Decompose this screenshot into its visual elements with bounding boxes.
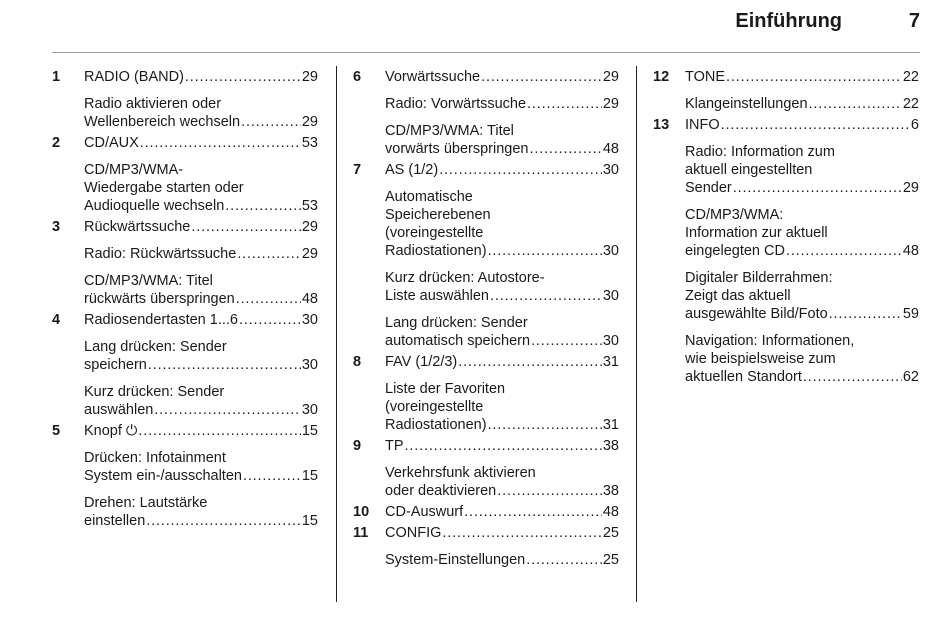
dot-leader [829, 305, 902, 323]
page-reference: 30 [301, 402, 318, 418]
entry-subitem [385, 188, 619, 260]
entry-leader-line [84, 68, 318, 86]
entry-leader-line [685, 368, 919, 386]
entry-text-line: Zeigt das aktuell [685, 288, 791, 304]
entry-subitem [84, 245, 318, 263]
page-reference: 15 [301, 468, 318, 484]
entry-label: Rückwärtssuche [84, 219, 191, 235]
entry-leader-line [84, 113, 318, 131]
dot-leader [405, 437, 602, 455]
entry-leader-line [385, 140, 619, 158]
dot-leader [733, 179, 902, 197]
dot-leader [464, 503, 602, 521]
entry-subitem [84, 449, 318, 485]
page-reference: 6 [910, 117, 919, 133]
entry-text-line: CD/MP3/WMA: Titel [84, 273, 213, 289]
entry-label: Radiosendertasten 1...6 [84, 312, 238, 328]
entry-subitem [84, 95, 318, 131]
page-number: 7 [908, 10, 920, 32]
page-reference: 15 [301, 513, 318, 529]
entry-subitem [84, 383, 318, 419]
entry-text-line: Kurz drücken: Sender [84, 384, 225, 400]
entry-subitem [84, 272, 318, 308]
entry-leader-line [385, 482, 619, 500]
entry-text-line: CD/MP3/WMA: [685, 207, 784, 223]
entry-leader-line [685, 179, 919, 197]
page-reference: 31 [602, 417, 619, 433]
page-reference: 25 [602, 525, 619, 541]
entry-label: aktuellen Standort [685, 369, 802, 385]
page-reference: 29 [301, 114, 318, 130]
entry-heading [385, 161, 619, 179]
entry-heading [84, 218, 318, 236]
entry-leader-line [84, 422, 318, 440]
entry-leader-line [84, 512, 318, 530]
dot-leader [138, 422, 300, 440]
entry-leader-line [685, 242, 919, 260]
entry-text-line: CD/MP3/WMA: Titel [385, 123, 514, 139]
entry-label: RADIO (BAND) [84, 69, 184, 85]
entry-leader-line [385, 161, 619, 179]
entry-leader-line [84, 290, 318, 308]
entry-label: FAV (1/2/3) [385, 354, 458, 370]
page-reference: 48 [301, 291, 318, 307]
entry-label: System ein-/ausschalten [84, 468, 242, 484]
entry-leader-line [84, 218, 318, 236]
dot-leader [726, 68, 902, 86]
entry-label: Vorwärtssuche [385, 69, 481, 85]
entry-number: 6 [353, 69, 362, 85]
index-entry [52, 134, 318, 215]
entry-heading [385, 353, 619, 371]
dot-leader [185, 68, 301, 86]
dot-leader [140, 134, 301, 152]
page-reference: 30 [602, 288, 619, 304]
entry-text-line: aktuell eingestellten [685, 162, 813, 178]
index-column-3 [653, 68, 919, 386]
entry-subitem [385, 269, 619, 305]
entry-text-line: Kurz drücken: Autostore- [385, 270, 545, 286]
dot-leader [527, 95, 602, 113]
entry-leader-line [84, 197, 318, 215]
index-entry [353, 524, 619, 569]
dot-leader [241, 113, 301, 131]
entry-text-line: Speicherebenen [385, 207, 491, 223]
page-reference: 15 [301, 423, 318, 439]
entry-number: 3 [52, 219, 61, 235]
entry-leader-line [685, 116, 919, 134]
dot-leader [225, 197, 301, 215]
entry-text-line: Lang drücken: Sender [385, 315, 528, 331]
entry-number: 12 [653, 69, 670, 85]
page-reference: 38 [602, 483, 619, 499]
column-divider [636, 66, 637, 602]
page-reference: 30 [602, 333, 619, 349]
index-entry [653, 116, 919, 386]
dot-leader [786, 242, 902, 260]
dot-leader [803, 368, 902, 386]
entry-heading [385, 68, 619, 86]
entry-subitem [385, 380, 619, 434]
entry-heading [84, 311, 318, 329]
entry-subitem [685, 143, 919, 197]
entry-leader-line [385, 95, 619, 113]
dot-leader [497, 482, 602, 500]
page-reference: 29 [301, 246, 318, 262]
dot-leader [809, 95, 902, 113]
entry-heading [385, 524, 619, 542]
entry-leader-line [84, 134, 318, 152]
entry-heading [84, 68, 318, 86]
entry-subitem [685, 269, 919, 323]
page-reference: 29 [602, 69, 619, 85]
entry-leader-line [84, 311, 318, 329]
index-entry [52, 68, 318, 131]
page-reference: 30 [602, 162, 619, 178]
dot-leader [236, 290, 301, 308]
page-reference: 25 [602, 552, 619, 568]
dot-leader [237, 245, 301, 263]
index-entry [353, 353, 619, 434]
dot-leader [191, 218, 300, 236]
entry-subitem [685, 206, 919, 260]
entry-subitem [385, 95, 619, 113]
entry-label: CD-Auswurf [385, 504, 464, 520]
page-reference: 29 [902, 180, 919, 196]
entry-label: Radio: Rückwärtssuche [84, 246, 237, 262]
entry-leader-line [385, 332, 619, 350]
entry-number: 7 [353, 162, 362, 178]
column-divider [336, 66, 337, 602]
entry-leader-line [685, 305, 919, 323]
dot-leader [243, 467, 301, 485]
entry-text-line: Automatische [385, 189, 473, 205]
entry-label: oder deaktivieren [385, 483, 497, 499]
page-reference: 59 [902, 306, 919, 322]
index-entry [653, 68, 919, 113]
entry-label: rückwärts überspringen [84, 291, 235, 307]
index-entry [52, 422, 318, 530]
entry-number: 9 [353, 438, 362, 454]
index-entry [52, 311, 318, 419]
entry-leader-line [385, 353, 619, 371]
entry-leader-line [385, 524, 619, 542]
entry-text-line: Drücken: Infotainment [84, 450, 226, 466]
entry-label: Sender [685, 180, 732, 196]
page-reference: 62 [902, 369, 919, 385]
dot-leader [146, 512, 301, 530]
entry-number: 10 [353, 504, 370, 520]
dot-leader [239, 311, 301, 329]
entry-subitem [84, 338, 318, 374]
dot-leader [154, 401, 301, 419]
entry-text-line: Digitaler Bilderrahmen: [685, 270, 833, 286]
index-column-1 [52, 68, 318, 530]
entry-leader-line [385, 416, 619, 434]
entry-text-line: Liste der Favoriten [385, 381, 506, 397]
entry-text-line: (voreingestellte [385, 225, 484, 241]
page-reference: 38 [602, 438, 619, 454]
entry-heading [685, 68, 919, 86]
dot-leader [488, 416, 602, 434]
entry-text-line: Navigation: Informationen, [685, 333, 855, 349]
entry-text-line: (voreingestellte [385, 399, 484, 415]
page-title: Einführung [735, 10, 842, 32]
entry-heading [84, 422, 318, 440]
dot-leader [529, 140, 601, 158]
entry-label: CONFIG [385, 525, 442, 541]
entry-number: 5 [52, 423, 61, 439]
dot-leader [490, 287, 602, 305]
page-reference: 48 [902, 243, 919, 259]
entry-text-line: Drehen: Lautstärke [84, 495, 208, 511]
dot-leader [531, 332, 602, 350]
entry-subitem [685, 332, 919, 386]
entry-text-line: wie beispielsweise zum [685, 351, 836, 367]
dot-leader [488, 242, 602, 260]
entry-subitem [385, 551, 619, 569]
entry-leader-line [385, 242, 619, 260]
entry-text-line: Wiedergabe starten oder [84, 180, 244, 196]
entry-subitem [385, 314, 619, 350]
dot-leader [458, 353, 602, 371]
entry-number: 11 [353, 525, 369, 541]
entry-leader-line [84, 467, 318, 485]
dot-leader [442, 524, 601, 542]
entry-label: automatisch speichern [385, 333, 531, 349]
entry-heading [84, 134, 318, 152]
entry-label: CD/AUX [84, 135, 139, 151]
header-divider [52, 52, 920, 53]
index-column-2 [353, 68, 619, 569]
index-entry [353, 161, 619, 350]
index-entry [353, 437, 619, 500]
page-reference: 22 [902, 69, 919, 85]
entry-label: vorwärts überspringen [385, 141, 529, 157]
entry-label: Liste auswählen [385, 288, 489, 304]
entry-text-line: Lang drücken: Sender [84, 339, 227, 355]
entry-label: einstellen [84, 513, 146, 529]
page-reference: 48 [602, 504, 619, 520]
entry-leader-line [385, 437, 619, 455]
entry-label: AS (1/2) [385, 162, 439, 178]
page-reference: 48 [602, 141, 619, 157]
index-entry [52, 218, 318, 308]
entry-subitem [385, 122, 619, 158]
entry-label: TONE [685, 69, 726, 85]
entry-subitem [685, 95, 919, 113]
entry-heading [685, 116, 919, 134]
entry-label: Klangeinstellungen [685, 96, 808, 112]
page-reference: 30 [602, 243, 619, 259]
entry-subitem [385, 464, 619, 500]
entry-leader-line [84, 245, 318, 263]
entry-label: Audioquelle wechseln [84, 198, 225, 214]
entry-number: 13 [653, 117, 670, 133]
entry-label: Knopf ⏻ [84, 423, 138, 439]
entry-leader-line [84, 401, 318, 419]
entry-label: Radiostationen) [385, 243, 487, 259]
entry-text-line: CD/MP3/WMA- [84, 162, 184, 178]
page-reference: 30 [301, 357, 318, 373]
entry-number: 1 [52, 69, 61, 85]
entry-label: System-Einstellungen [385, 552, 526, 568]
entry-heading [385, 437, 619, 455]
page-reference: 53 [301, 198, 318, 214]
index-entry [353, 68, 619, 158]
entry-text-line: Information zur aktuell [685, 225, 828, 241]
dot-leader [481, 68, 602, 86]
entry-leader-line [385, 551, 619, 569]
entry-label: Wellenbereich wechseln [84, 114, 241, 130]
page-reference: 22 [902, 96, 919, 112]
index-entry [353, 503, 619, 521]
entry-text-line: Radio aktivieren oder [84, 96, 222, 112]
entry-label: Radio: Vorwärtssuche [385, 96, 527, 112]
dot-leader [439, 161, 602, 179]
page-reference: 29 [301, 69, 318, 85]
page-reference: 53 [301, 135, 318, 151]
entry-number: 4 [52, 312, 61, 328]
entry-number: 8 [353, 354, 362, 370]
page-reference: 31 [602, 354, 619, 370]
entry-heading [385, 503, 619, 521]
entry-label: INFO [685, 117, 720, 133]
page-reference: 29 [602, 96, 619, 112]
entry-label: TP [385, 438, 404, 454]
dot-leader [526, 551, 602, 569]
entry-leader-line [685, 68, 919, 86]
entry-label: auswählen [84, 402, 154, 418]
entry-number: 2 [52, 135, 61, 151]
entry-label: ausgewählte Bild/Foto [685, 306, 828, 322]
entry-subitem [84, 494, 318, 530]
entry-text-line: Verkehrsfunk aktivieren [385, 465, 536, 481]
entry-label: Radiostationen) [385, 417, 487, 433]
entry-leader-line [685, 95, 919, 113]
entry-leader-line [385, 287, 619, 305]
entry-subitem [84, 161, 318, 215]
dot-leader [148, 356, 301, 374]
page-reference: 29 [301, 219, 318, 235]
entry-label: speichern [84, 357, 147, 373]
entry-text-line: Radio: Information zum [685, 144, 835, 160]
entry-label: eingelegten CD [685, 243, 785, 259]
entry-leader-line [84, 356, 318, 374]
page-reference: 30 [301, 312, 318, 328]
dot-leader [721, 116, 910, 134]
entry-leader-line [385, 503, 619, 521]
entry-leader-line [385, 68, 619, 86]
